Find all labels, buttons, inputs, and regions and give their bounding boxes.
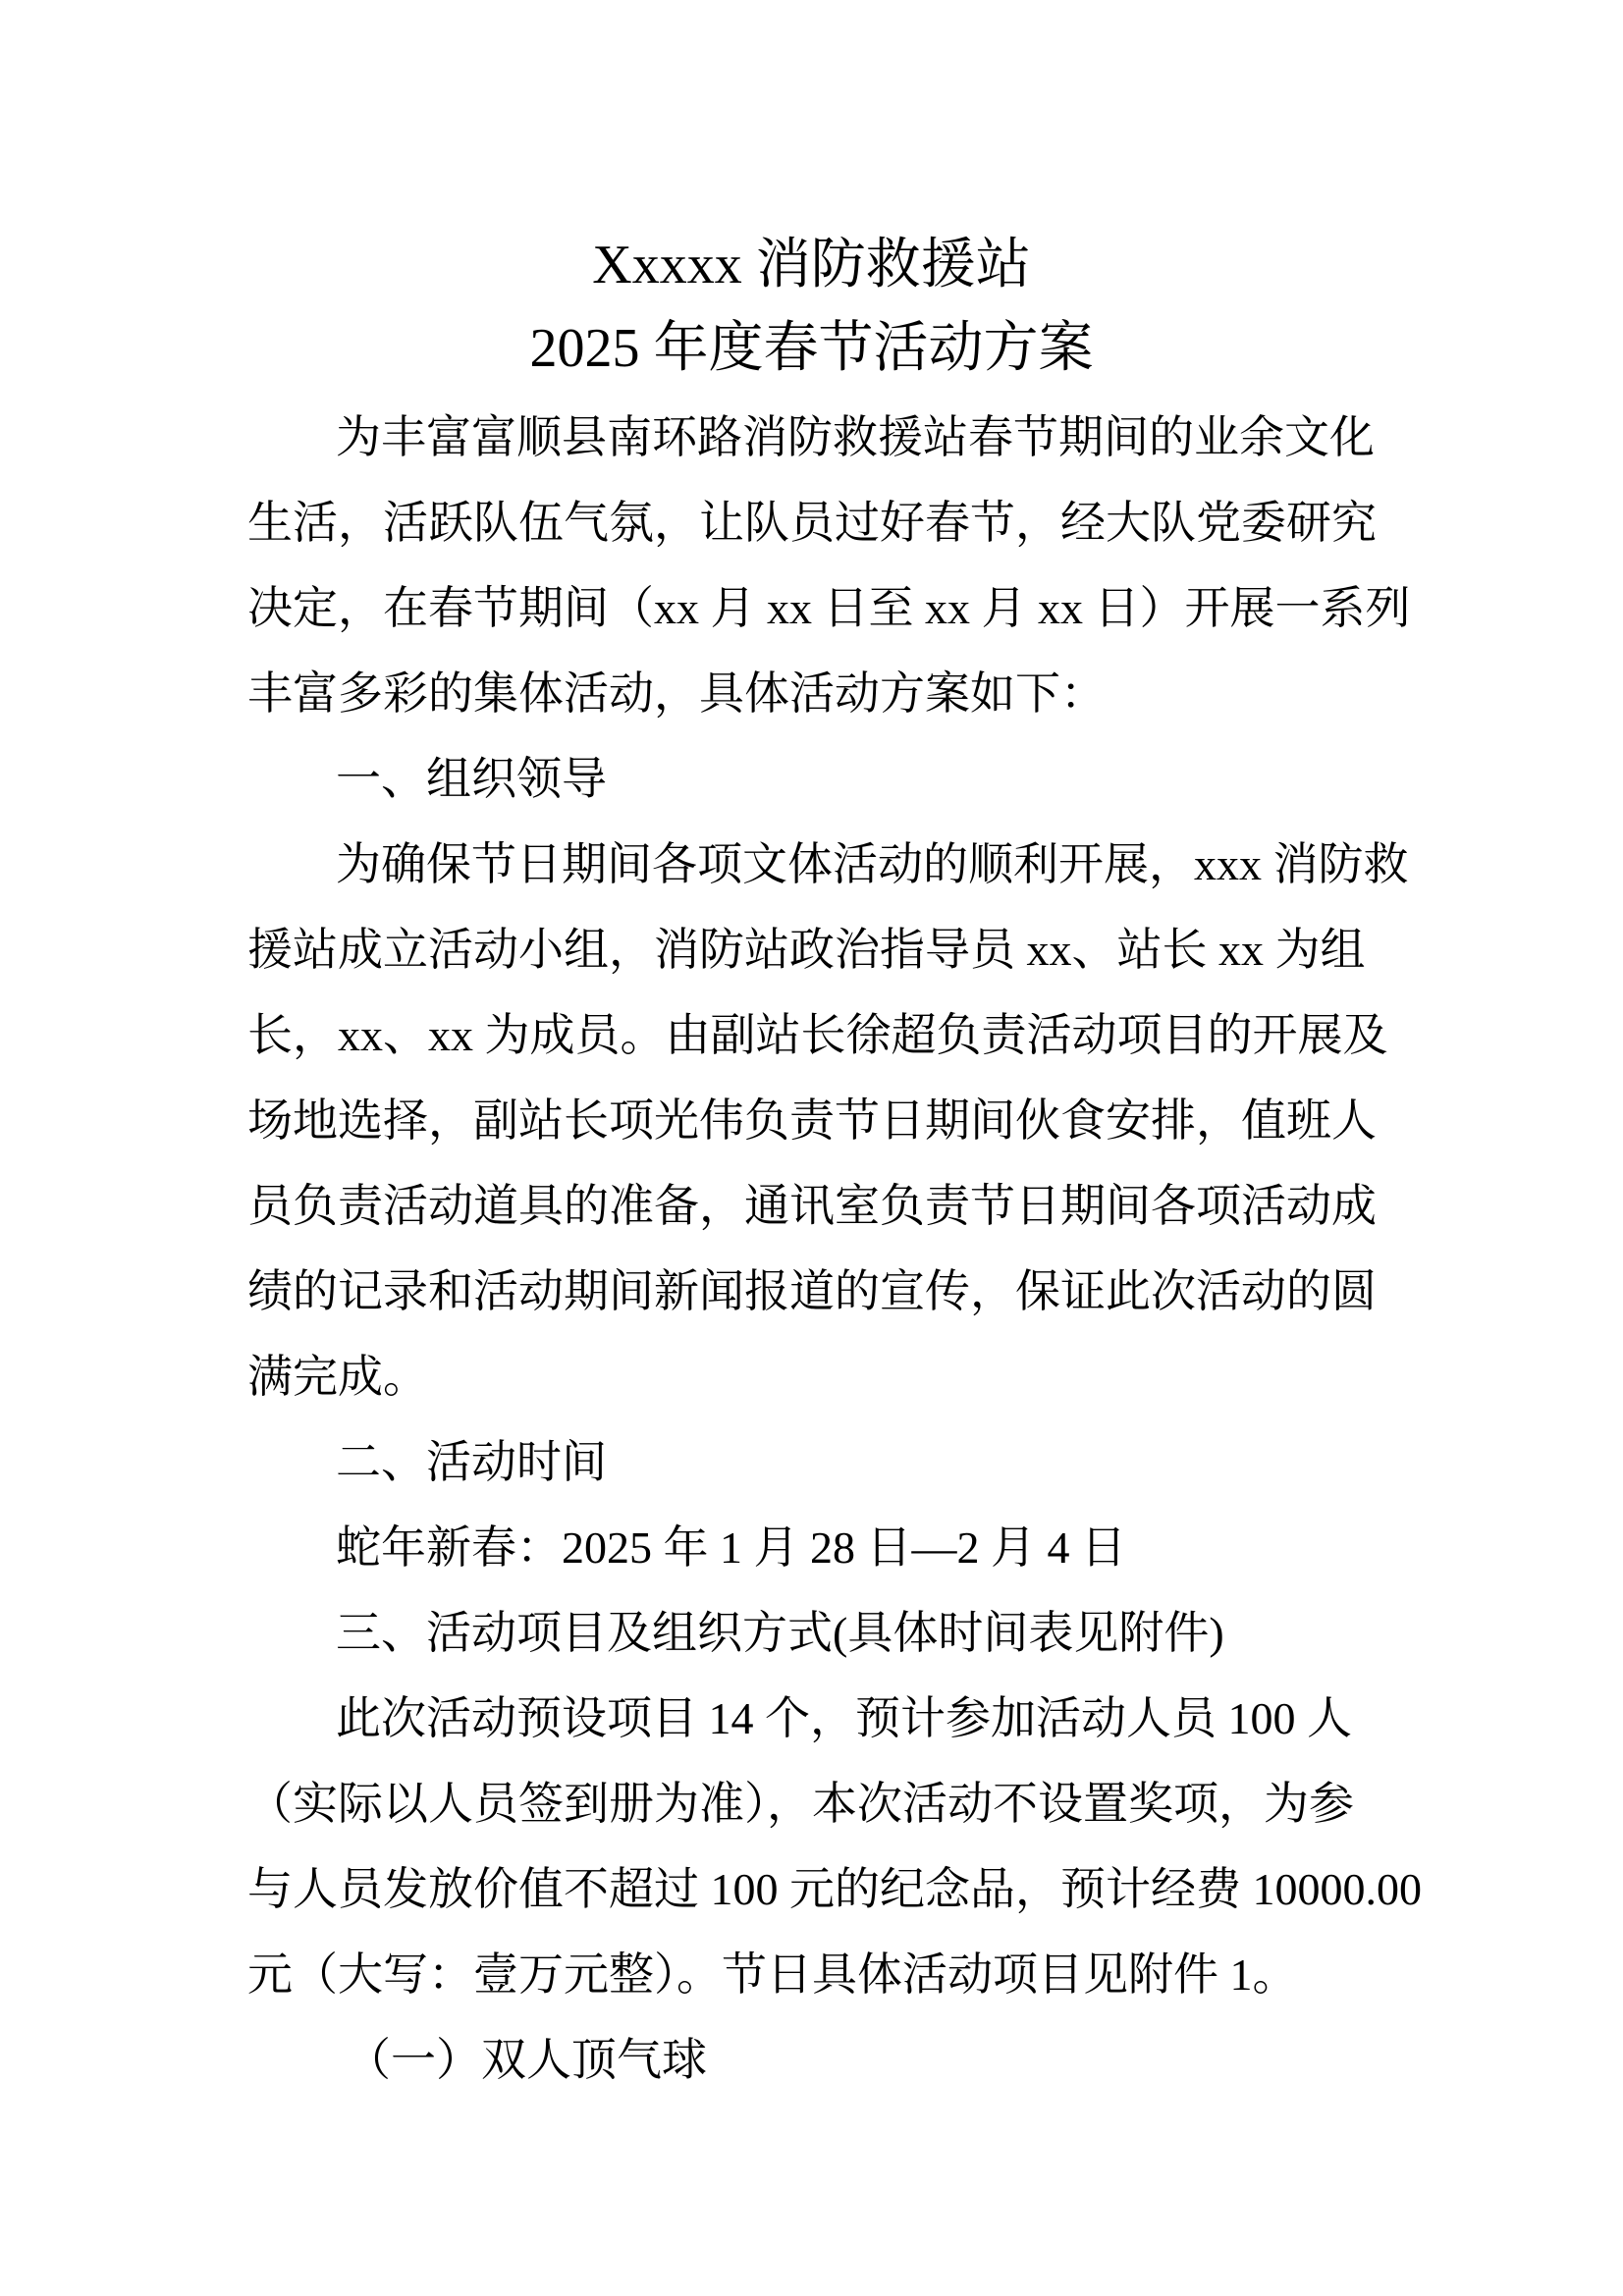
paragraph-organization-line: 场地选择，副站长项光伟负责节日期间伙食安排，值班人 <box>247 1095 1377 1146</box>
paragraph-intro-line: 决定，在春节期间（xx 月 xx 日至 xx 月 xx 日）开展一系列 <box>247 583 1411 633</box>
paragraph-organization-line: 长，xx、xx 为成员。由副站长徐超负责活动项目的开展及 <box>247 1010 1388 1060</box>
section-heading-time: 二、活动时间 <box>336 1437 607 1487</box>
paragraph-activities-line: 此次活动预设项目 14 个，预计参加活动人员 100 人 <box>336 1693 1352 1743</box>
subsection-heading-balloon: （一）双人顶气球 <box>346 2035 707 2085</box>
paragraph-intro-line: 生活，活跃队伍气氛，让队员过好春节，经大队党委研究 <box>247 498 1377 548</box>
paragraph-intro-line: 为丰富富顺县南环路消防救援站春节期间的业余文化 <box>336 412 1375 462</box>
paragraph-activities-line: （实际以人员签到册为准），本次活动不设置奖项，为参 <box>247 1779 1354 1829</box>
paragraph-activities-line: 与人员发放价值不超过 100 元的纪念品，预计经费 10000.00 <box>247 1864 1422 1914</box>
document-title-line2: 2025 年度春节活动方案 <box>529 318 1094 379</box>
paragraph-organization-line: 援站成立活动小组，消防站政治指导员 xx、站长 xx 为组 <box>247 925 1366 975</box>
paragraph-organization-line: 满完成。 <box>247 1352 428 1402</box>
paragraph-intro-line: 丰富多彩的集体活动，具体活动方案如下： <box>247 668 1106 719</box>
section-heading-activities: 三、活动项目及组织方式(具体时间表见附件) <box>336 1608 1224 1658</box>
paragraph-organization-line: 绩的记录和活动期间新闻报道的宣传，保证此次活动的圆 <box>247 1266 1377 1316</box>
paragraph-organization-line: 为确保节日期间各项文体活动的顺利开展，xxx 消防救 <box>336 839 1409 889</box>
section-heading-organization: 一、组织领导 <box>336 754 607 804</box>
document-title-line1: Xxxxx 消防救援站 <box>592 235 1031 295</box>
paragraph-organization-line: 员负责活动道具的准备，通讯室负责节日期间各项活动成 <box>247 1181 1377 1231</box>
paragraph-activities-line: 元（大写：壹万元整）。节日具体活动项目见附件 1。 <box>247 1949 1298 2000</box>
paragraph-time: 蛇年新春：2025 年 1 月 28 日—2 月 4 日 <box>336 1522 1126 1573</box>
document-body <box>247 395 1422 2103</box>
